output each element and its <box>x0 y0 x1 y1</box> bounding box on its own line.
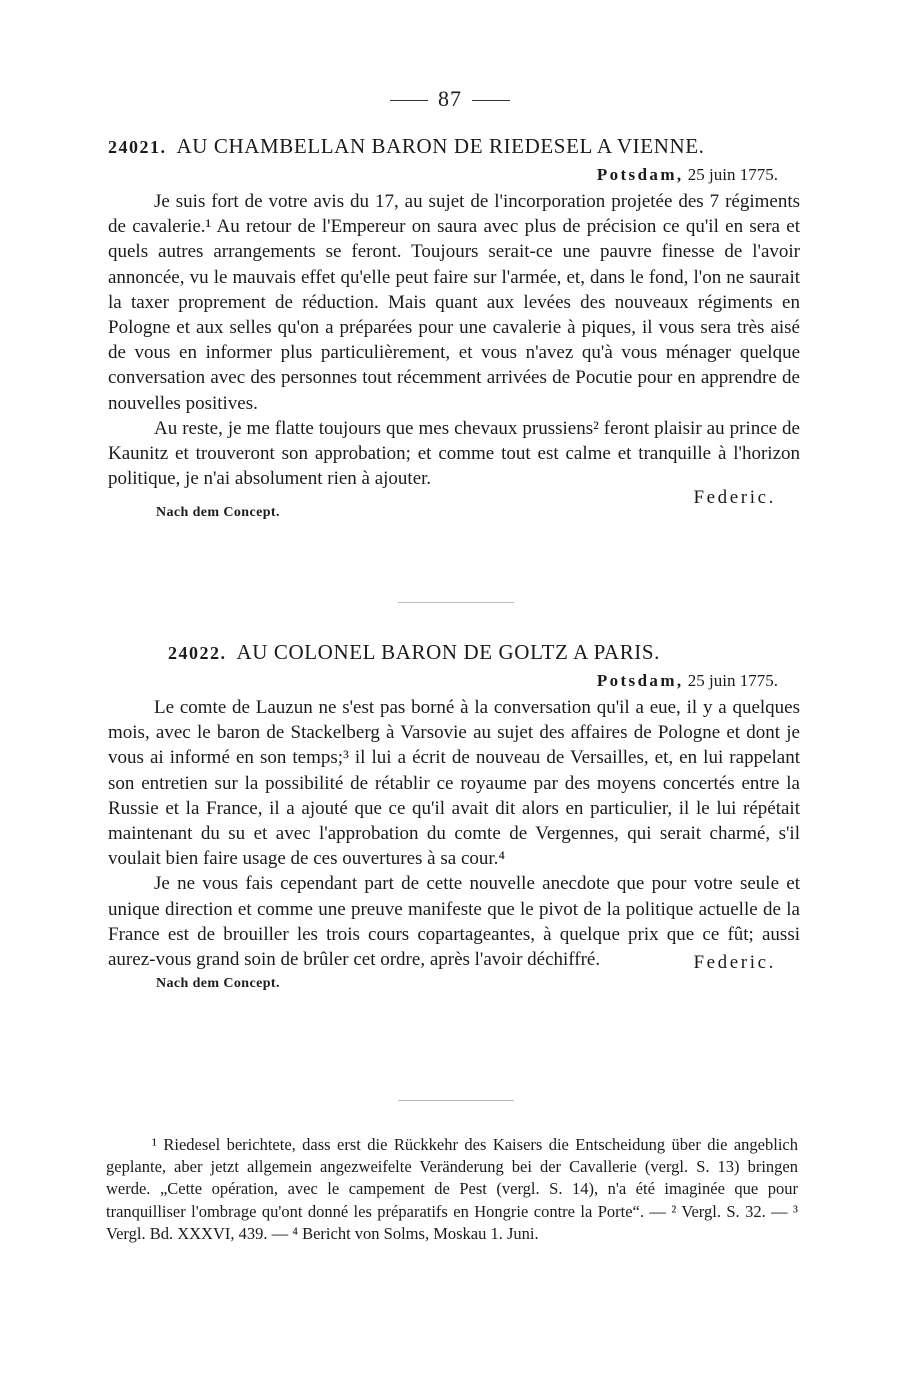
section-divider <box>398 1100 514 1101</box>
footnotes: ¹ Riedesel berichtete, dass erst die Rückkehr des Kaisers die Entscheidung über die angeblich geplante, aber jetzt allgemein angezweifelte Veränderung bei der Cavallerie (vergl. S. 13) bringen werde. „Cette opération, avec le campement de Pest (vergl. S. 14), n'a été imaginée que pour tranquilliser l'ombrage qu'ont donné les préparatifs en Hongrie contre la Porte“. — ² Vergl. S. 32. — ³ Vergl. Bd. XXXVI, 439. — ⁴ Bericht von Solms, Moskau 1. Juni. <box>106 1135 798 1243</box>
letter-date: 25 juin 1775. <box>687 671 778 690</box>
page-number-line <box>0 86 900 112</box>
letter-number: 24022. <box>168 643 227 663</box>
letter-heading <box>108 640 800 665</box>
dash-left <box>390 100 428 101</box>
letter-24022 <box>108 640 800 998</box>
letter-24021 <box>108 134 800 521</box>
letter-date: 25 juin 1775. <box>687 165 778 184</box>
letter-title: AU COLONEL BARON DE GOLTZ A PARIS. <box>236 640 661 664</box>
source-note: Nach dem Concept. <box>156 976 280 992</box>
source-note: Nach dem Concept. <box>156 505 280 521</box>
signature: Federic. <box>693 487 776 509</box>
letter-place: Potsdam, <box>596 165 684 184</box>
letter-place: Potsdam, <box>596 671 684 690</box>
letter-dateline <box>108 671 800 691</box>
letter-heading <box>108 134 800 159</box>
letter-paragraph: Je suis fort de votre avis du 17, au sujet de l'incorporation projetée des 7 régiments de cavalerie.¹ Au retour de l'Empereur on saura avec plus de précision ce qu'il en sera et quels autres arrangements se feront. Toujours serait-ce une pauvre finesse de l'avoir annoncée, vu le mauvais effet qu'elle peut faire sur l'armée, et, dans le fond, l'on ne saurait la taxer proprement de réduction. Mais quant aux levées des nouveaux régiments en Pologne et aux selles qu'on a préparées pour une cavalerie à piques, il vous sera très aisé de vous en informer plus particulièrement, et vous n'avez qu'à vous ménager quelque conversation avec des personnes tout récemment arrivées de Pocutie pour en apprendre de nouvelles positives. <box>108 191 800 414</box>
signature: Federic. <box>693 952 776 974</box>
letter-paragraph: Je ne vous fais cependant part de cette nouvelle anecdote que pour votre seule et unique direction et comme une preuve manifeste que le pivot de la politique actuelle de la France est de brouiller les trois cours copartageantes, à quelque prix que ce fût; aussi aurez-vous grand soin de brûler cet ordre, après l'avoir déchiffré. <box>108 873 800 971</box>
letter-dateline <box>108 165 800 185</box>
letter-title: AU CHAMBELLAN BARON DE RIEDESEL A VIENNE. <box>176 134 705 158</box>
signature-row <box>108 952 800 998</box>
section-divider <box>398 602 514 603</box>
letter-paragraph: Le comte de Lauzun ne s'est pas borné à la conversation qu'il a eue, il y a quelques mois, avec le baron de Stackelberg à Varsovie au sujet des affaires de Pologne et dont je vous ai informé en son temps;³ il lui a écrit de nouveau de Versailles, et, en lui rappelant son entretien sur la possibilité de rétablir ce royaume par des moyens concertés entre la Russie et la France, il a ajouté que ce qu'il avait dit alors en particulier, il le lui répétait maintenant du su et avec l'approbation du comte de Vergennes, qui serait charmé, s'il voulait bien faire usage de ces ouvertures à sa cour.⁴ <box>108 697 800 870</box>
signature-row <box>108 487 800 521</box>
dash-right <box>472 100 510 101</box>
letter-paragraph: Au reste, je me flatte toujours que mes chevaux prussiens² feront plaisir au prince de Kaunitz et trouveront son approbation; et comme tout est calme et tranquille à l'horizon politique, je n'ai absolument rien à ajouter. <box>108 417 800 490</box>
page-number: 87 <box>438 86 462 111</box>
letter-number: 24021. <box>108 137 167 157</box>
